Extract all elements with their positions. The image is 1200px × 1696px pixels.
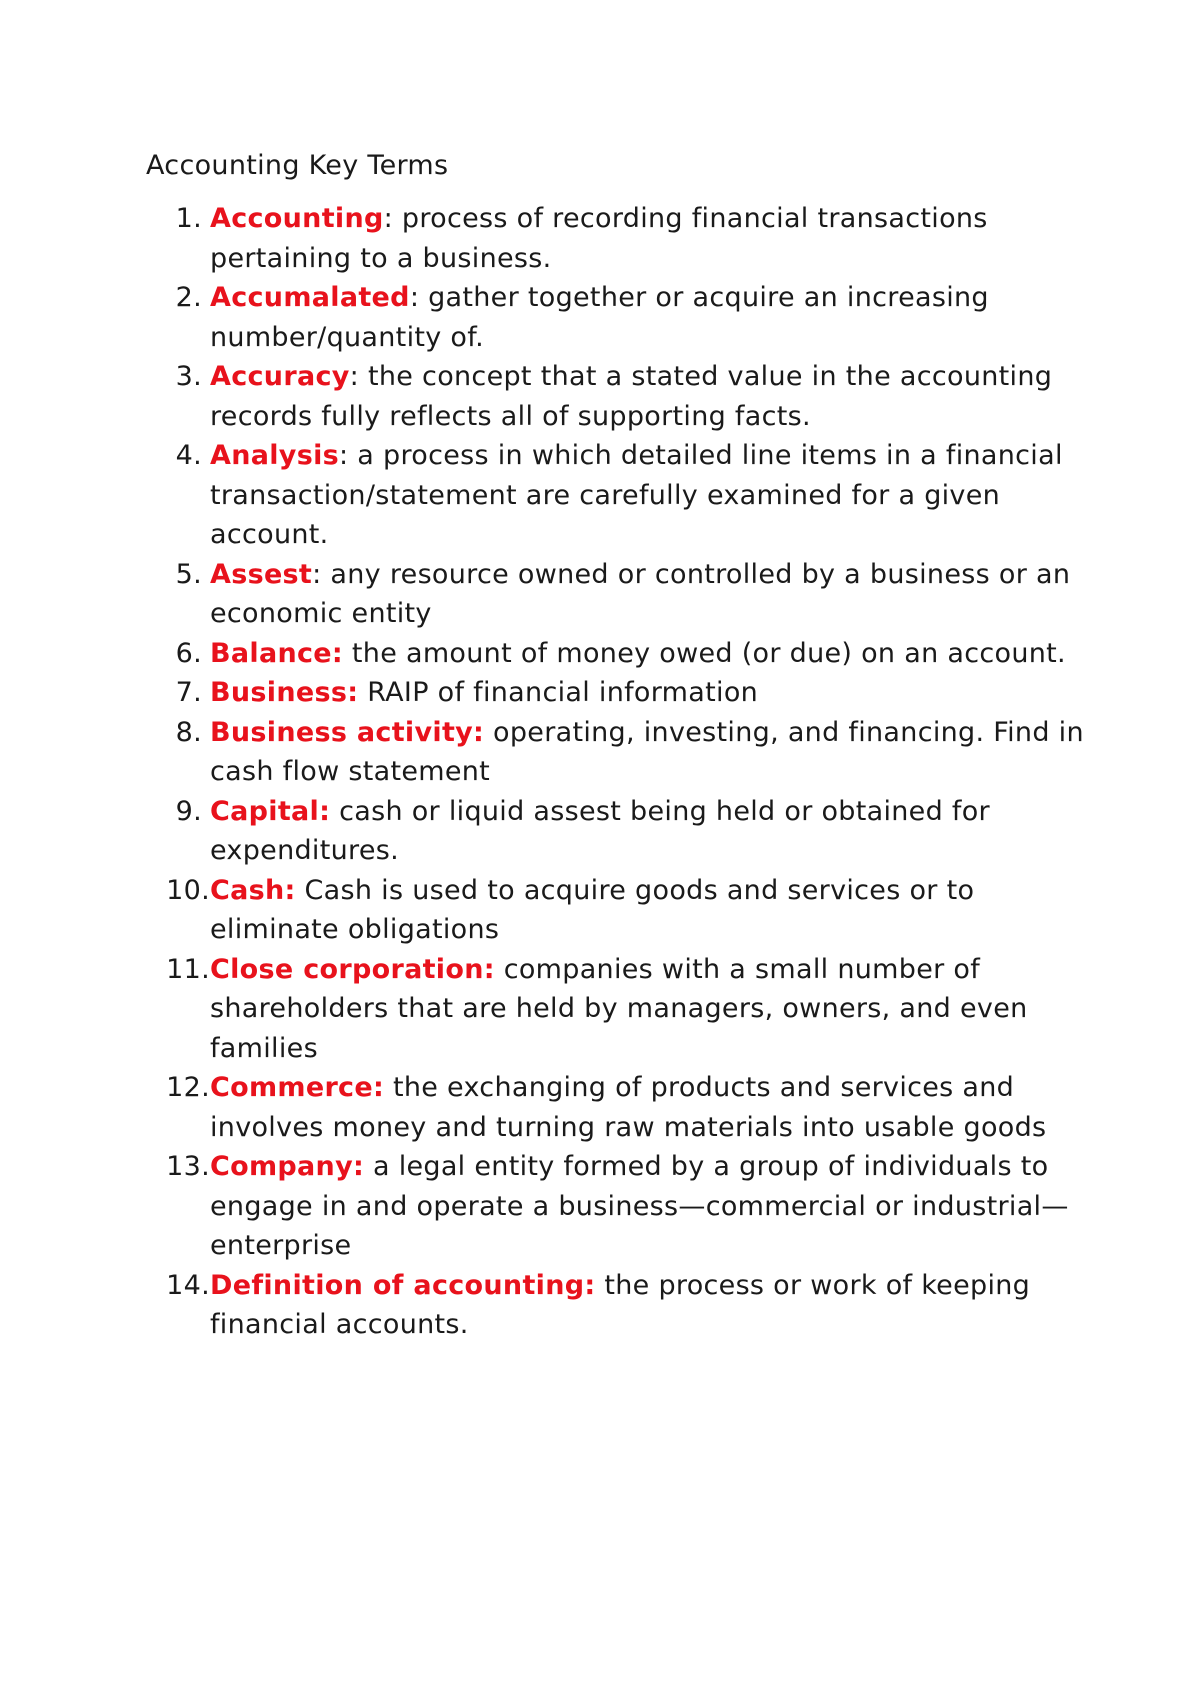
item-body xyxy=(210,1147,1086,1266)
list-item xyxy=(146,634,1086,674)
term-definition: process of recording financial transactions pertaining to a business. xyxy=(210,203,988,274)
item-body xyxy=(210,357,1086,436)
item-body xyxy=(210,1266,1086,1345)
term-word: Assest xyxy=(210,558,313,590)
term-word: Analysis xyxy=(210,440,339,471)
term-separator: : xyxy=(383,203,394,234)
item-number: 14. xyxy=(166,1269,210,1301)
term-word: Business activity: xyxy=(210,716,485,748)
item-body xyxy=(210,1068,1086,1147)
term-definition: Cash is used to acquire goods and services or to eliminate obligations xyxy=(210,874,975,945)
item-body xyxy=(210,436,1086,555)
item-body xyxy=(210,555,1086,634)
list-item xyxy=(146,199,1086,278)
item-body xyxy=(210,950,1086,1069)
term-word: Capital: xyxy=(210,795,331,827)
item-body xyxy=(210,278,1086,357)
term-definition: any resource owned or controlled by a business or an economic entity xyxy=(210,558,1071,629)
item-number: 8. xyxy=(175,716,202,748)
terms-list xyxy=(146,199,1086,1345)
list-item xyxy=(146,1266,1086,1345)
item-body xyxy=(210,673,1086,713)
item-number: 11. xyxy=(166,953,210,985)
term-word: Accumalated xyxy=(210,282,410,313)
list-item xyxy=(146,436,1086,555)
item-body xyxy=(210,199,1086,278)
term-separator: : xyxy=(409,282,420,313)
item-number: 6. xyxy=(175,637,202,669)
item-number: 12. xyxy=(166,1072,210,1103)
term-definition: cash or liquid assest being held or obtained for expenditures. xyxy=(210,795,990,866)
item-body xyxy=(210,792,1086,871)
list-item xyxy=(146,1147,1086,1266)
term-definition: a legal entity formed by a group of individuals to engage in and operate a business—commercial or industrial—enterprise xyxy=(210,1151,1069,1261)
item-number: 4. xyxy=(175,440,202,471)
term-definition: companies with a small number of shareholders that are held by managers, owners, and even families xyxy=(210,953,1028,1064)
item-number: 10. xyxy=(166,874,210,906)
list-item xyxy=(146,792,1086,871)
item-number: 9. xyxy=(175,795,202,827)
term-word: Close corporation: xyxy=(210,953,495,985)
item-body xyxy=(210,713,1086,792)
term-word: Accounting xyxy=(210,203,384,234)
item-number: 1. xyxy=(175,203,202,234)
term-definition: the concept that a stated value in the accounting records fully reflects all of supporting facts. xyxy=(210,361,1053,432)
term-separator: : xyxy=(312,558,322,590)
term-definition: operating, investing, and financing. Find in cash flow statement xyxy=(210,716,1084,787)
term-separator: : xyxy=(349,361,360,392)
item-number: 2. xyxy=(175,282,202,313)
term-word: Accuracy xyxy=(210,361,350,392)
term-definition: gather together or acquire an increasing number/quantity of. xyxy=(210,282,989,353)
term-word: Cash: xyxy=(210,874,296,906)
item-number: 5. xyxy=(175,558,202,590)
term-word: Business: xyxy=(210,677,359,708)
term-definition: the amount of money owed (or due) on an account. xyxy=(343,637,1066,669)
term-word: Definition of accounting: xyxy=(210,1269,596,1301)
list-item xyxy=(146,357,1086,436)
term-word: Commerce: xyxy=(210,1072,385,1103)
list-item xyxy=(146,278,1086,357)
term-definition: the process or work of keeping financial accounts. xyxy=(210,1269,1031,1340)
item-number: 13. xyxy=(166,1151,210,1182)
term-definition: a process in which detailed line items in a financial transaction/statement are carefully examined for a given account. xyxy=(210,440,1063,550)
term-word: Company: xyxy=(210,1151,365,1182)
term-definition: the exchanging of products and services and involves money and turning raw materials into usable goods xyxy=(210,1072,1047,1143)
list-item xyxy=(146,871,1086,950)
list-item xyxy=(146,1068,1086,1147)
list-item xyxy=(146,950,1086,1069)
item-body xyxy=(210,871,1086,950)
term-word: Balance: xyxy=(210,637,344,669)
term-definition: RAIP of financial information xyxy=(358,677,759,708)
page-title: Accounting Key Terms xyxy=(146,150,449,181)
item-number: 3. xyxy=(175,361,202,392)
list-item xyxy=(146,713,1086,792)
item-number: 7. xyxy=(175,677,202,708)
list-item xyxy=(146,555,1086,634)
list-item xyxy=(146,673,1086,713)
term-separator: : xyxy=(339,440,349,471)
item-body xyxy=(210,634,1086,674)
